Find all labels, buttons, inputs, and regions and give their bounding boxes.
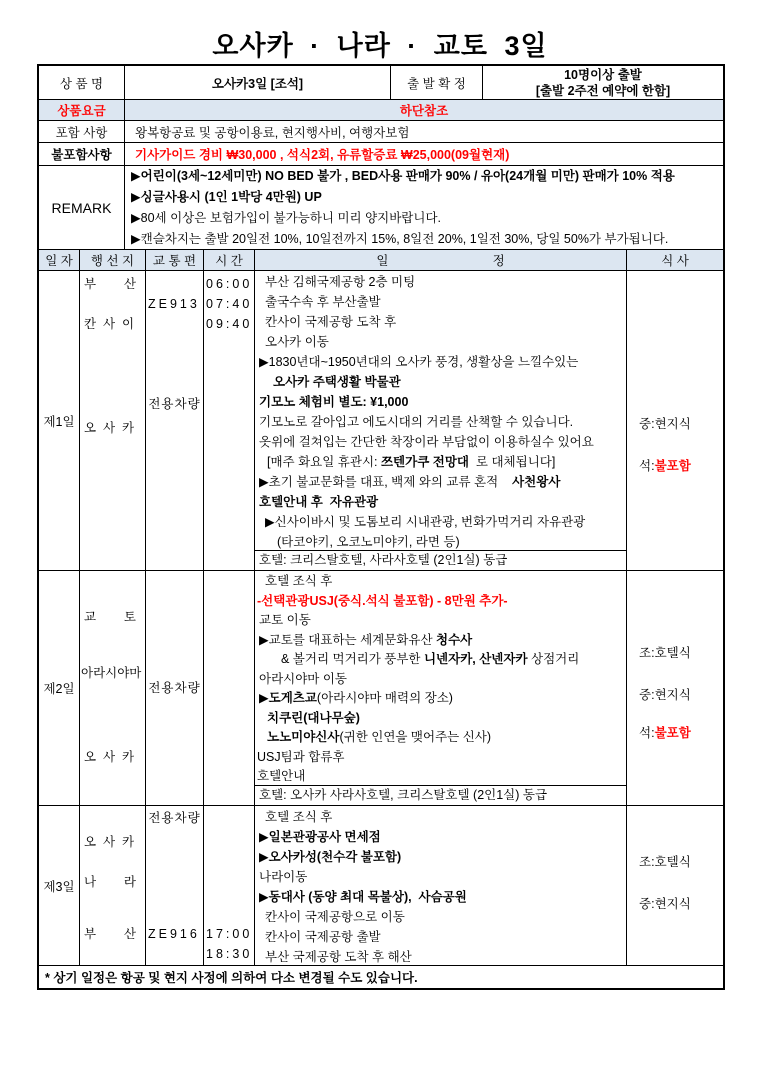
meal-label: 중: <box>639 688 655 702</box>
line-segment-bold: ▶도게츠교 <box>259 691 317 705</box>
header-time: 시 간 <box>204 250 255 271</box>
meal-value: 호텔식 <box>654 646 691 660</box>
day1-label: 제1일 <box>39 271 80 571</box>
day3-meals <box>627 806 723 966</box>
time-value: 07:40 <box>206 297 253 311</box>
excluded-value: 기사가이드 경비 ₩30,000 , 석식2회, 유류할증료 ₩25,000(09월현재) <box>125 143 723 166</box>
meal-label: 석: <box>639 459 655 473</box>
day1-meals <box>627 271 723 571</box>
meal-value: 호텔식 <box>654 855 691 869</box>
itinerary-line <box>255 472 626 492</box>
meal-label: 중: <box>639 417 655 431</box>
footer-row <box>39 966 723 988</box>
itinerary-line: 칸사이 국제공항으로 이동 <box>265 910 405 924</box>
day2-itinerary-lines <box>255 571 626 785</box>
line-segment: 상점거리 <box>527 652 580 666</box>
price-label: 상품요금 <box>39 100 125 121</box>
destination: 오 사 카 <box>84 421 135 435</box>
excluded-row <box>39 143 723 166</box>
transport-type: 전용차량 <box>148 397 201 411</box>
line-segment: [매주 화요일 휴관시: <box>267 455 381 469</box>
header-destination: 행 선 지 <box>80 250 146 271</box>
price-value: 하단참조 <box>125 100 723 121</box>
day1-itinerary <box>255 271 627 571</box>
footer-note: * 상기 일정은 항공 및 현지 사정에 의하여 다소 변경될 수도 있습니다. <box>45 971 418 985</box>
itinerary-document <box>37 64 725 990</box>
day2-label: 제2일 <box>39 571 80 806</box>
departure-confirm-line2: [출발 2주전 예약에 한함] <box>535 83 671 98</box>
day1-itinerary-lines <box>255 271 626 550</box>
page-title: 오사카 · 나라 · 교토 3일 <box>212 31 548 61</box>
line-segment-bold: 청수사 <box>436 632 473 647</box>
destination: 교 토 <box>84 610 136 624</box>
itinerary-line <box>255 631 626 651</box>
included-row <box>39 121 723 143</box>
meal-value-excluded: 불포함 <box>654 459 691 473</box>
day2-times <box>204 571 255 806</box>
destination: 칸 사 이 <box>84 317 135 331</box>
itinerary-line <box>255 452 626 472</box>
product-row <box>39 66 723 100</box>
remark-line: ▶싱글사용시 (1인 1박당 4만원) UP <box>131 190 322 204</box>
remark-row <box>39 166 723 250</box>
line-segment-bold: 니넨자카, 산넨자카 <box>423 652 528 666</box>
meal-item <box>639 723 691 743</box>
product-name-value: 오사카3일 [조석] <box>125 66 391 100</box>
flight-number: ZE916 <box>148 927 200 941</box>
itinerary-line: 나라이동 <box>259 870 308 884</box>
header-day: 일 자 <box>39 250 80 271</box>
transport-type: 전용차량 <box>148 811 201 825</box>
itinerary-line: 부산 국제공항 도착 후 해산 <box>265 950 412 964</box>
destination: 아라시야마 <box>81 666 142 680</box>
itinerary-line: 기모노 체험비 별도: ¥1,000 <box>259 395 409 409</box>
line-segment: (귀한 인연을 맺어주는 신사) <box>339 730 492 744</box>
line-segment: & 볼거리 먹거리가 풍부한 <box>281 652 424 666</box>
meal-label: 조: <box>639 855 655 869</box>
itinerary-line: ▶동대사 (동양 최대 목불상), 사슴공원 <box>259 890 467 904</box>
remark-line: ▶어린이(3세~12세미만) NO BED 불가 , BED사용 판매가 90% / 유아(24개월 미만) 판매가 10% 적용 <box>131 169 675 183</box>
itinerary-line: 칸사이 국제공항 도착 후 <box>265 315 397 329</box>
destination: 부 산 <box>84 277 136 291</box>
itinerary-line: ▶신사이바시 및 도톰보리 시내관광, 번화가먹거리 자유관광 <box>265 515 586 529</box>
meal-value: 현지식 <box>654 897 691 911</box>
itinerary-line <box>255 728 626 748</box>
remark-content <box>125 166 723 250</box>
schedule-header-row <box>39 250 723 271</box>
meal-value-excluded: 불포함 <box>654 726 691 740</box>
itinerary-line: 오사카 주택생활 박물관 <box>273 375 401 389</box>
meal-value: 현지식 <box>654 417 691 431</box>
day1-times <box>204 271 255 571</box>
line-segment: ▶교토를 대표하는 세계문화유산 <box>259 632 437 647</box>
itinerary-line: 부산 김해국제공항 2층 미팅 <box>265 275 416 289</box>
header-itinerary: 일 정 <box>255 250 627 271</box>
itinerary-line: 치쿠린(대나무숲) <box>267 710 360 725</box>
remark-line: ▶캔슬차지는 출발 20일전 10%, 10일전까지 15%, 8일전 20%, 1일전 30%, 당일 50%가 부가됩니다. <box>131 232 669 246</box>
destination: 오 사 카 <box>84 835 135 849</box>
remark-line: ▶80세 이상은 보험가입이 불가능하니 미리 양지바랍니다. <box>131 211 442 225</box>
meal-item <box>639 643 691 663</box>
meal-value: 현지식 <box>654 688 691 702</box>
itinerary-line: 아라시야마 이동 <box>259 671 347 686</box>
itinerary-line: ▶1830년대~1950년대의 오사카 풍경, 생활상을 느낄수있는 <box>259 355 579 369</box>
destination: 나 라 <box>84 875 136 889</box>
day3-row <box>39 806 723 966</box>
transport-type: 전용차량 <box>148 681 201 695</box>
itinerary-line <box>255 650 626 670</box>
meal-item <box>639 685 691 705</box>
day3-itinerary-lines <box>255 806 626 965</box>
header-transport: 교 통 편 <box>146 250 204 271</box>
itinerary-line: 칸사이 국제공항 출발 <box>265 930 381 944</box>
day2-meals <box>627 571 723 806</box>
day3-label: 제3일 <box>39 806 80 966</box>
itinerary-line: 기모노로 갈아입고 에도시대의 거리를 산책할 수 있습니다. <box>259 415 574 429</box>
time-value: 17:00 <box>206 927 253 941</box>
departure-confirm-line1: 10명이상 출발 <box>564 67 642 82</box>
day3-times <box>204 806 255 966</box>
itinerary-line: 오사카 이동 <box>265 335 329 349</box>
meal-item <box>639 852 691 872</box>
meal-item <box>639 894 691 914</box>
itinerary-line: USJ팀과 합류후 <box>257 749 345 764</box>
line-segment-bold: 쯔텐가쿠 전망대 <box>380 455 469 469</box>
line-segment-bold: 사천왕사 <box>512 475 561 489</box>
destination: 오 사 카 <box>84 750 135 764</box>
day2-destinations <box>80 571 146 806</box>
line-segment: ▶초기 불교문화를 대표, 백제 와의 교류 혼적 <box>259 475 513 489</box>
price-row <box>39 100 723 121</box>
day3-destinations <box>80 806 146 966</box>
day2-hotel-info: 호텔: 오사카 사라사호텔, 크리스탈호텔 (2인1실) 동급 <box>255 785 626 805</box>
itinerary-line <box>255 689 626 709</box>
meal-item <box>639 456 691 476</box>
included-value: 왕복항공료 및 공항이용료, 현지행사비, 여행자보험 <box>125 121 723 143</box>
itinerary-line: 호텔안내 후 자유관광 <box>259 495 379 509</box>
included-label: 포함 사항 <box>39 121 125 143</box>
day1-hotel-info: 호텔: 크리스탈호텔, 사라사호텔 (2인1실) 동급 <box>255 550 626 570</box>
time-value: 09:40 <box>206 317 253 331</box>
itinerary-line: 출국수속 후 부산출발 <box>265 295 381 309</box>
time-value: 18:30 <box>206 947 253 961</box>
itinerary-line: ▶일본관광공사 면세점 <box>259 830 381 844</box>
day2-row <box>39 571 723 806</box>
day2-transport <box>146 571 204 806</box>
itinerary-line: 호텔안내 <box>257 769 306 783</box>
itinerary-line: (타코야키, 오코노미야키, 라면 등) <box>277 535 460 549</box>
line-segment: (아라시야마 매력의 장소) <box>316 691 453 705</box>
meal-item <box>639 414 691 434</box>
day2-itinerary <box>255 571 627 806</box>
time-value: 06:00 <box>206 277 253 291</box>
itinerary-line: 교토 이동 <box>259 613 311 627</box>
line-segment-bold: 노노미야신사 <box>267 730 340 744</box>
day3-transport <box>146 806 204 966</box>
meal-label: 석: <box>639 726 655 740</box>
day1-transport <box>146 271 204 571</box>
itinerary-line: ▶오사카성(천수각 불포함) <box>259 850 402 864</box>
itinerary-line: 호텔 조식 후 <box>265 810 333 824</box>
itinerary-line: 호텔 조식 후 <box>265 574 333 588</box>
day3-itinerary <box>255 806 627 966</box>
meal-label: 중: <box>639 897 655 911</box>
meal-label: 조: <box>639 646 655 660</box>
header-meal: 식 사 <box>627 250 723 271</box>
destination: 부 산 <box>84 927 136 941</box>
product-name-label: 상 품 명 <box>39 66 125 100</box>
excluded-label: 불포함사항 <box>39 143 125 166</box>
day1-row <box>39 271 723 571</box>
flight-number: ZE913 <box>148 297 200 311</box>
day1-destinations <box>80 271 146 571</box>
departure-confirm-label: 출 발 확 정 <box>391 66 483 100</box>
line-segment: 로 대체됩니다] <box>468 455 556 469</box>
itinerary-line: 옷위에 걸쳐입는 간단한 착장이라 부담없이 이용하실수 있어요 <box>259 435 594 449</box>
remark-label: REMARK <box>39 166 125 250</box>
itinerary-line-optional-tour: -선택관광USJ(중식.석식 불포함) - 8만원 추가- <box>257 593 508 608</box>
departure-confirm-value <box>483 66 723 100</box>
